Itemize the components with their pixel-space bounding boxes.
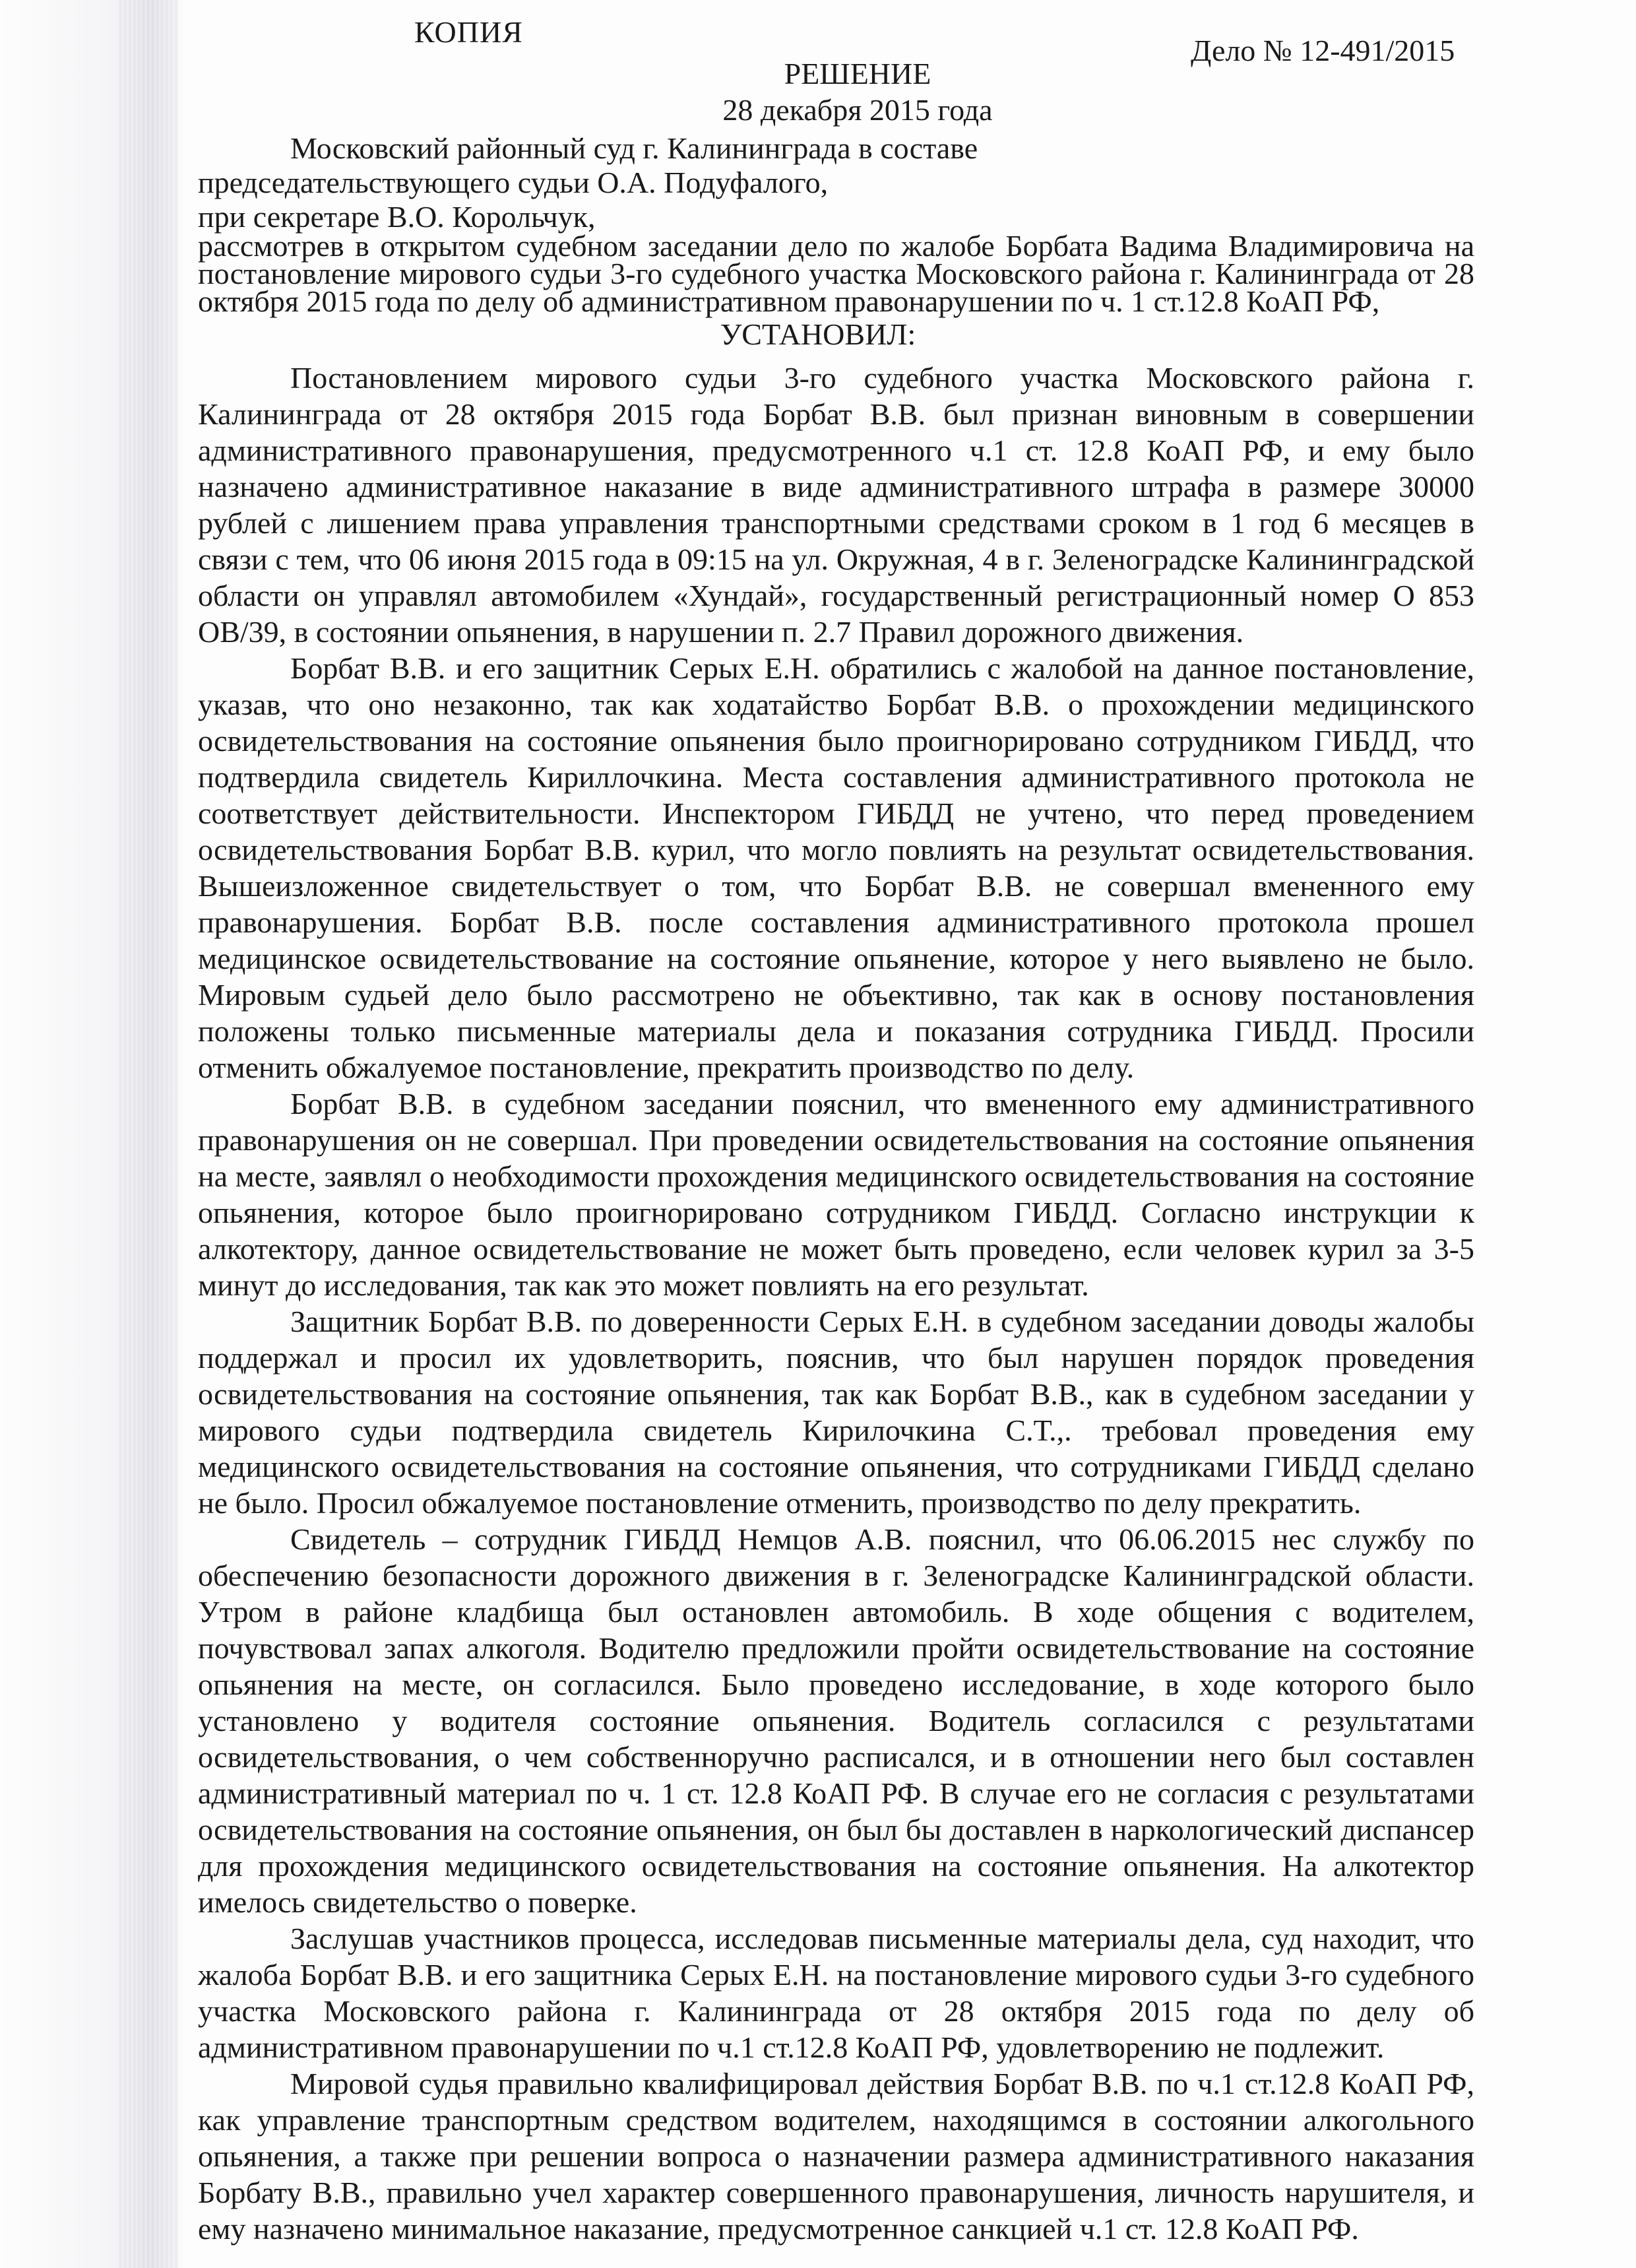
case-number: Дело № 12-491/2015	[1191, 34, 1455, 67]
decision-body	[198, 360, 1474, 2247]
document-date: 28 декабря 2015 года	[722, 93, 993, 127]
case-considered	[198, 229, 1474, 318]
paragraph-court-finding: Заслушав участников процесса, исследовав письменные материалы дела, суд находит, что жалоба Борбат В.В. и его защитника Серых Е.Н. на постановление мирового судьи 3-го судебного участка Московского района г. Калининграда от 28 октября 2015 года по делу об административном правонарушении по ч.1 ст.12.8 КоАП РФ, удовлетворению не подлежит.	[198, 1922, 1474, 2064]
paragraph-appellant-testimony: Борбат В.В. в судебном заседании пояснил, что вмененного ему административного правонарушения он не совершал. При проведении освидетельствования на состояние опьянения на месте, заявлял о необходимости прохождения медицинского освидетельствования на состояние опьянения, которое было проигнорировано сотрудником ГИБДД. Согласно инструкции к алкотектору, данное освидетельствование не может быть проведено, если человек курил за 3-5 минут до исследования, так как это может повлиять на его результат.	[198, 1087, 1474, 1302]
paragraph-witness-testimony: Свидетель – сотрудник ГИБДД Немцов А.В. пояснил, что 06.06.2015 нес службу по обеспечению безопасности дорожного движения в г. Зеленоградске Калининградской области. Утром в районе кладбища был остановлен автомобиль. В ходе общения с водителем, почувствовал запах алкоголя. Водителю предложили пройти освидетельствование на состояние опьянения на месте, он согласился. Было проведено исследование, в ходе которого было установлено у водителя состояние опьянения. Водитель согласился с результатами освидетельствования, о чем собственноручно расписался, и в отношении него был составлен административный материал по ч. 1 ст. 12.8 КоАП РФ. В случае его не согласия с результатами освидетельствования на состояние опьянения, он был бы доставлен в наркологический диспансер для прохождения медицинского освидетельствования на состояние опьянения. На алкотектор имелось свидетельство о поверке.	[198, 1522, 1474, 1919]
copy-mark: КОПИЯ	[414, 15, 523, 49]
court-composition: Московский районный суд г. Калининграда в составе	[290, 131, 978, 165]
presiding-judge: председательствующего судьи О.А. Подуфалого,	[198, 166, 829, 199]
paragraph-ruling: Постановлением мирового судьи 3-го судебного участка Московского района г. Калининграда от 28 октября 2015 года Борбат В.В. был признан виновным в совершении административного правонарушения, предусмотренного ч.1 ст. 12.8 КоАП РФ, и ему было назначено административное наказание в виде административного штрафа в размере 30000 рублей с лишением права управления транспортными средствами сроком в 1 год 6 месяцев в связи с тем, что 06 июня 2015 года в 09:15 на ул. Окружная, 4 в г. Зеленоградске Калининградской области он управлял автомобилем «Хундай», государственный регистрационный номер О 853 ОВ/39, в состоянии опьянения, в нарушении п. 2.7 Правил дорожного движения.	[198, 361, 1474, 649]
document-title: РЕШЕНИЕ	[784, 57, 931, 90]
paragraph-appeal: Борбат В.В. и его защитник Серых Е.Н. обратились с жалобой на данное постановление, указав, что оно незаконно, так как ходатайство Борбат В.В. о прохождении медицинского освидетельствования на состояние опьянения было проигнорировано сотрудником ГИБДД, что подтвердила свидетель Кириллочкина. Места составления административного протокола не соответствует действительности. Инспектором ГИБДД не учтено, что перед проведением освидетельствования Борбат В.В. курил, что могло повлиять на результат освидетельствования. Вышеизложенное свидетельствует о том, что Борбат В.В. не совершал вмененного ему правонарушения. Борбат В.В. после составления административного протокола прошел медицинское освидетельствование на состояние опьянение, которое у него выявлено не было. Мировым судьей дело было рассмотрено не объективно, так как в основу постановления положены только письменные материалы дела и показания сотрудника ГИБДД. Просили отменить обжалуемое постановление, прекратить производство по делу.	[198, 651, 1474, 1084]
paragraph-qualification: Мировой судья правильно квалифицировал действия Борбат В.В. по ч.1 ст.12.8 КоАП РФ, как управление транспортным средством водителем, находящимся в состоянии алкогольного опьянения, а также при решении вопроса о назначении размера административного наказания Борбату В.В., правильно учел характер совершенного правонарушения, личность нарушителя, и ему назначено минимальное наказание, предусмотренное санкцией ч.1 ст. 12.8 КоАП РФ.	[198, 2067, 1474, 2246]
paragraph-defender-testimony: Защитник Борбат В.В. по доверенности Серых Е.Н. в судебном заседании доводы жалобы поддержал и просил их удовлетворить, пояснив, что был нарушен порядок проведения освидетельствования на состояние опьянения, так как Борбат В.В., как в судебном заседании у мирового судьи подтвердила свидетель Кирилочкина С.Т.,. требовал проведения ему медицинского освидетельствования на состояние опьянения, что сотрудниками ГИБДД сделано не было. Просил обжалуемое постановление отменить, производство по делу прекратить.	[198, 1305, 1474, 1520]
case-considered-text: рассмотрев в открытом судебном заседании дело по жалобе Борбата Вадима Владимировича на постановление мирового судьи 3-го судебного участка Московского района г. Калининграда от 28 октября 2015 года по делу об административном правонарушении по ч. 1 ст.12.8 КоАП РФ,	[198, 229, 1474, 318]
established-heading: УСТАНОВИЛ:	[720, 317, 916, 351]
court-secretary: при секретаре В.О. Корольчук,	[198, 200, 596, 234]
